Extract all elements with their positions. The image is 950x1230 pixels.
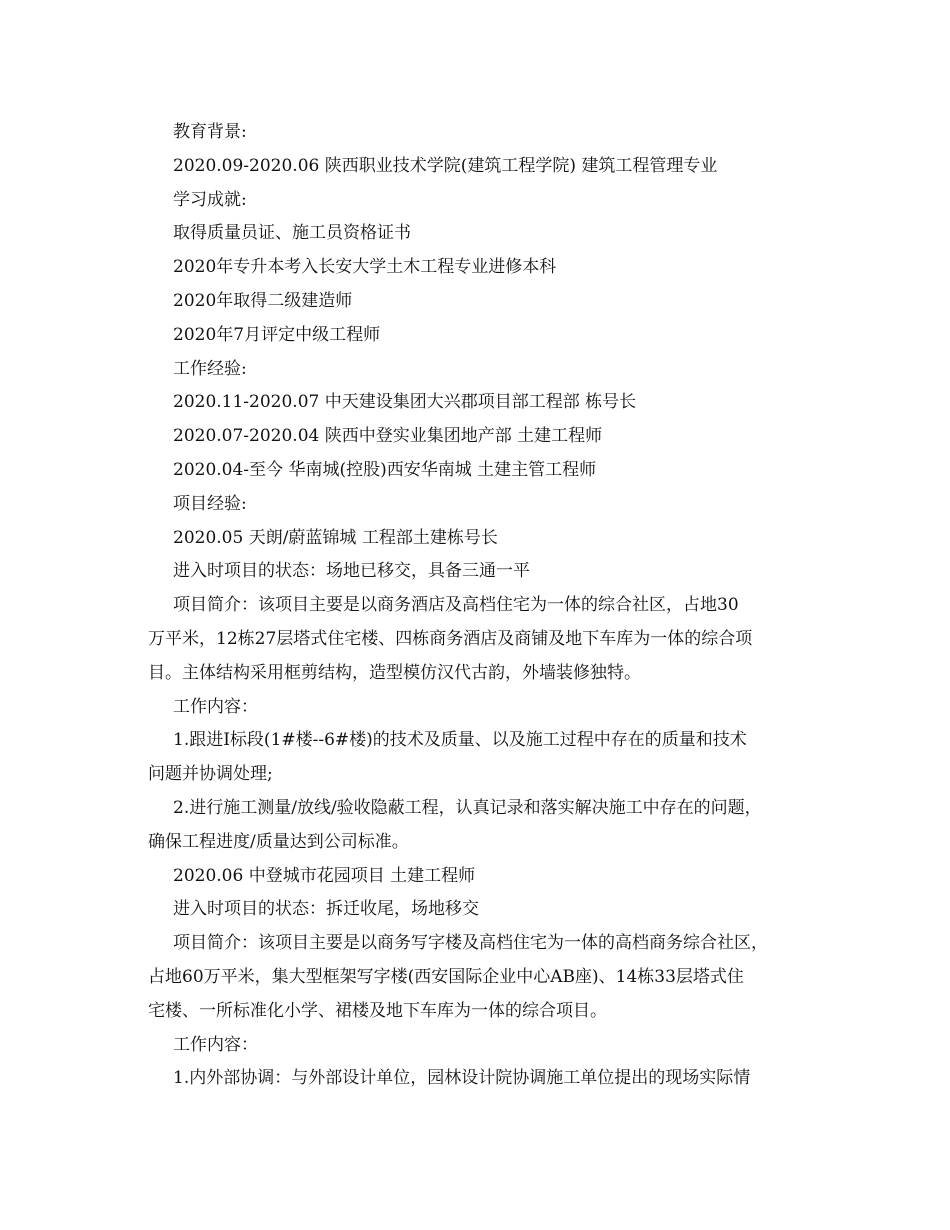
project-experience-heading: 项目经验: xyxy=(173,493,247,514)
work-content-heading: 工作内容： xyxy=(173,1034,258,1055)
achievement-item: 2020年专升本考入长安大学土木工程专业进修本科 xyxy=(173,257,557,278)
achievement-item: 2020年7月评定中级工程师 xyxy=(173,324,381,345)
work-content-line: 确保工程进度/质量达到公司标准。 xyxy=(148,831,409,852)
project1-intro-line: 万平米，12栋27层塔式住宅楼、四栋商务酒店及商铺及地下车库为一体的综合项 xyxy=(148,628,753,649)
work-content-line: 2.进行施工测量/放线/验收隐蔽工程，认真记录和落实解决施工中存在的问题， xyxy=(173,797,762,818)
work-content-item xyxy=(148,724,833,792)
project2-status: 进入时项目的状态：拆迁收尾，场地移交 xyxy=(173,899,479,920)
work-experience-item: 2020.07-2020.04 陕西中登实业集团地产部 土建工程师 xyxy=(173,426,603,447)
project1-intro-line: 项目简介：该项目主要是以商务酒店及高档住宅为一体的综合社区，占地30 xyxy=(173,595,739,616)
project2-intro-line: 宅楼、一所标准化小学、裙楼及地下车库为一体的综合项目。 xyxy=(148,1000,607,1021)
work-content-heading: 工作内容： xyxy=(173,696,258,717)
project1-intro-line: 目。主体结构采用框剪结构，造型模仿汉代古韵，外墙装修独特。 xyxy=(148,662,641,683)
work-experience-item: 2020.11-2020.07 中天建设集团大兴郡项目部工程部 栋号长 xyxy=(173,392,637,413)
project1-header: 2020.05 天朗/蔚蓝锦城 工程部土建栋号长 xyxy=(173,527,498,548)
work-content-item xyxy=(148,792,833,860)
achievement-item: 2020年取得二级建造师 xyxy=(173,290,353,311)
work-content-line: 问题并协调处理; xyxy=(148,764,273,785)
project2-intro xyxy=(148,927,833,1028)
project1-intro xyxy=(148,589,833,690)
project2-header: 2020.06 中登城市花园项目 土建工程师 xyxy=(173,865,476,886)
project2-intro-line: 项目简介：该项目主要是以商务写字楼及高档住宅为一体的高档商务综合社区， xyxy=(173,933,768,954)
achievement-item: 取得质量员证、施工员资格证书 xyxy=(173,223,411,244)
education-entry: 2020.09-2020.06 陕西职业技术学院(建筑工程学院) 建筑工程管理专业 xyxy=(173,155,718,176)
resume-content xyxy=(148,116,833,1096)
work-experience-heading: 工作经验: xyxy=(173,358,247,379)
education-heading: 教育背景: xyxy=(173,122,247,142)
work-content-line: 1.跟进Ⅰ标段(1#楼--6#楼)的技术及质量、以及施工过程中存在的质量和技术 xyxy=(173,730,747,751)
achievements-heading: 学习成就: xyxy=(173,189,247,210)
project2-intro-line: 占地60万平米，集大型框架写字楼(西安国际企业中心AB座)、14栋33层塔式住 xyxy=(148,966,744,987)
project1-status: 进入时项目的状态：场地已移交，具备三通一平 xyxy=(173,561,530,582)
work-content-item: 1.内外部协调：与外部设计单位，园林设计院协调施工单位提出的现场实际情 xyxy=(173,1068,751,1089)
work-experience-item: 2020.04-至今 华南城(控股)西安华南城 土建主管工程师 xyxy=(173,459,597,480)
